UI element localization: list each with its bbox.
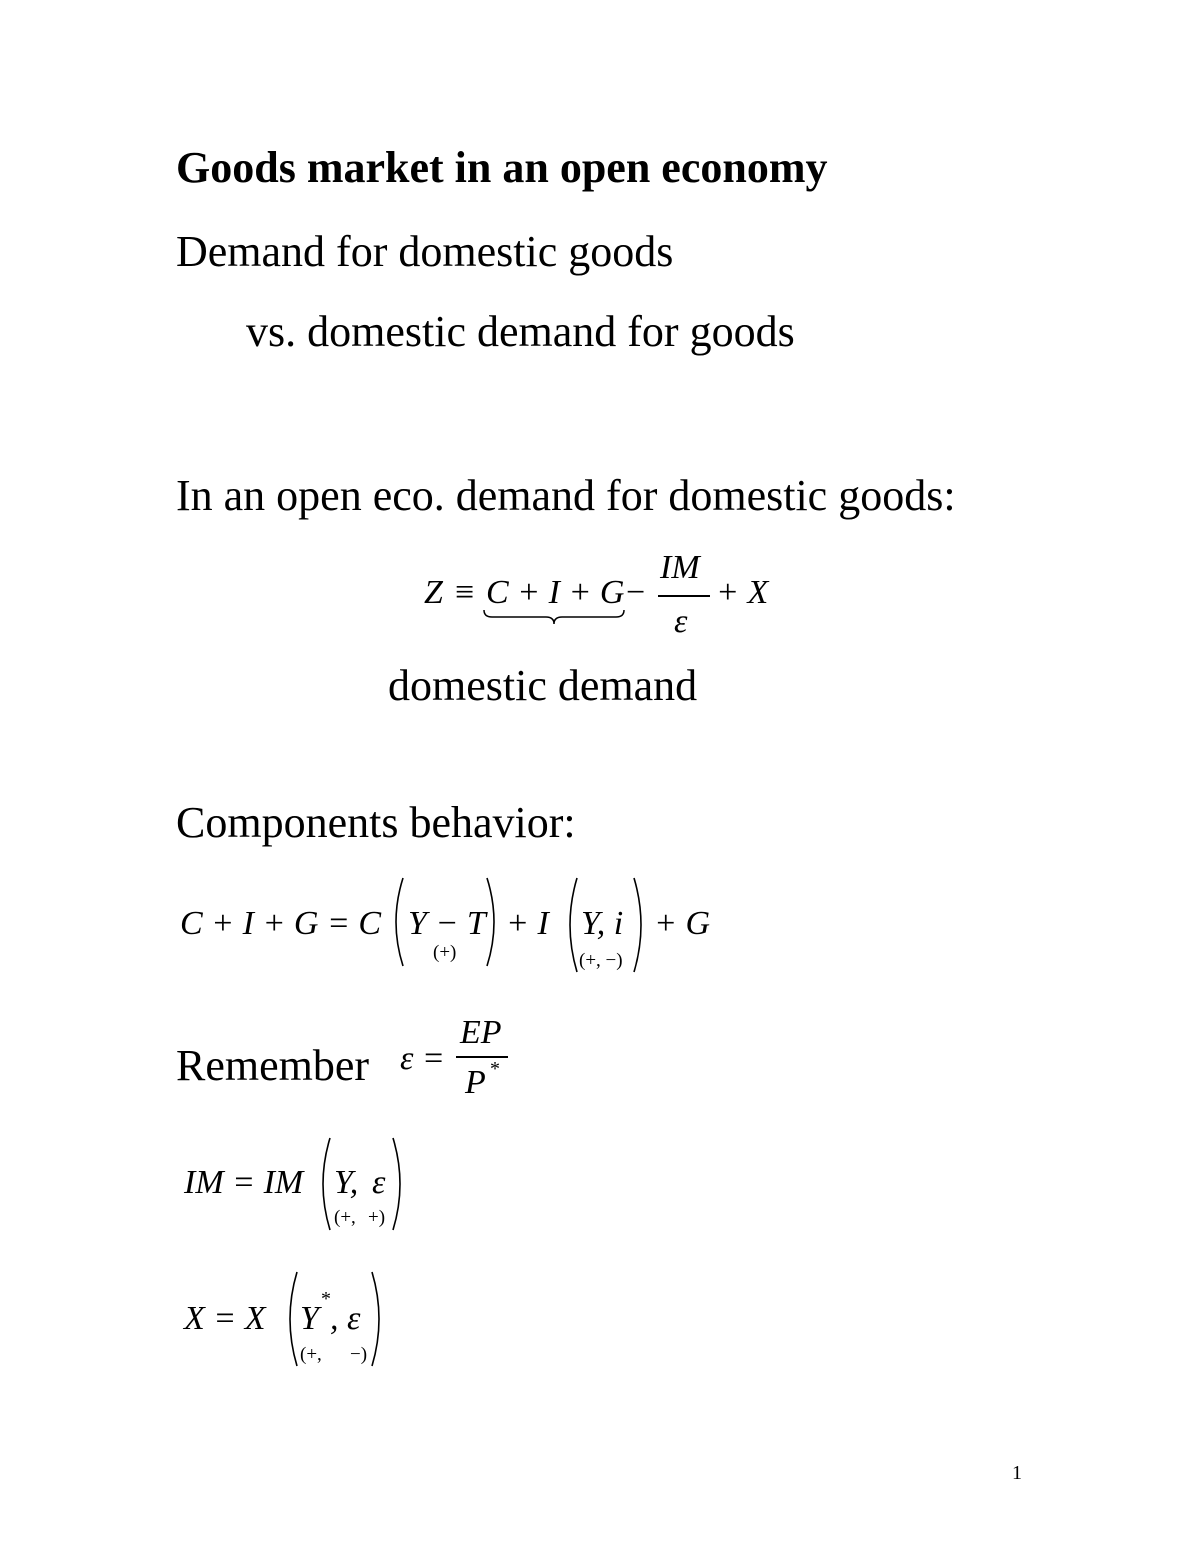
z-frac-num: IM [660,549,700,586]
imports-sign-2: +) [368,1207,386,1228]
intro-line-1: Demand for domestic goods [176,227,674,276]
components-heading: Components behavior: [176,798,576,847]
z-lhs: Z [424,574,443,611]
comp-c-sign: (+) [433,942,457,963]
exports-arg-y: Y [300,1300,319,1337]
comp-c-arg: Y − T [408,905,486,942]
paren-close-icon [390,1136,410,1232]
paren-close-icon [631,876,651,974]
imports-arg-y: Y, [334,1164,359,1201]
comp-lhs: C + I + G = C [180,905,382,942]
page-title: Goods market in an open economy [176,143,828,192]
remember-frac-bar [456,1056,508,1058]
remember-lhs: ε = [400,1040,445,1077]
z-frac-den: ε [674,603,688,640]
comp-tail: + G [654,905,710,942]
underbrace [482,608,626,628]
imports-sign-1: (+, [334,1207,356,1228]
comp-i-signs: (+, −) [579,950,623,971]
remember-num: EP [460,1014,502,1051]
z-plus-x: + X [716,574,769,611]
exports-sign-2: −) [350,1344,368,1365]
paren-open-icon [386,876,406,968]
paren-open-icon [280,1270,300,1368]
comp-mid: + I [506,905,549,942]
imports-arg-e: ε [372,1164,386,1201]
open-economy-heading: In an open eco. demand for domestic goods: [176,471,956,520]
paren-close-icon [484,876,504,968]
comp-i-arg: Y, i [581,905,624,942]
exports-sign-1: (+, [300,1344,322,1365]
remember-label: Remember [176,1041,370,1090]
remember-den: P [465,1064,486,1101]
remember-den-star: * [490,1058,500,1080]
exports-lhs: X = X [184,1300,266,1337]
z-domestic-part: C + I + G [486,574,625,611]
exports-arg-rest: , ε [330,1300,361,1337]
brace-label: domestic demand [388,661,698,710]
paren-open-icon [560,876,580,974]
exports-arg-star: * [321,1288,331,1310]
z-equiv: ≡ [455,574,475,611]
imports-lhs: IM = IM [184,1164,304,1201]
paren-close-icon [369,1270,389,1368]
intro-line-2: vs. domestic demand for goods [246,307,795,356]
page-number: 1 [1012,1462,1022,1484]
paren-open-icon [313,1136,333,1232]
z-frac-bar [658,595,710,597]
z-minus: − [626,574,646,611]
